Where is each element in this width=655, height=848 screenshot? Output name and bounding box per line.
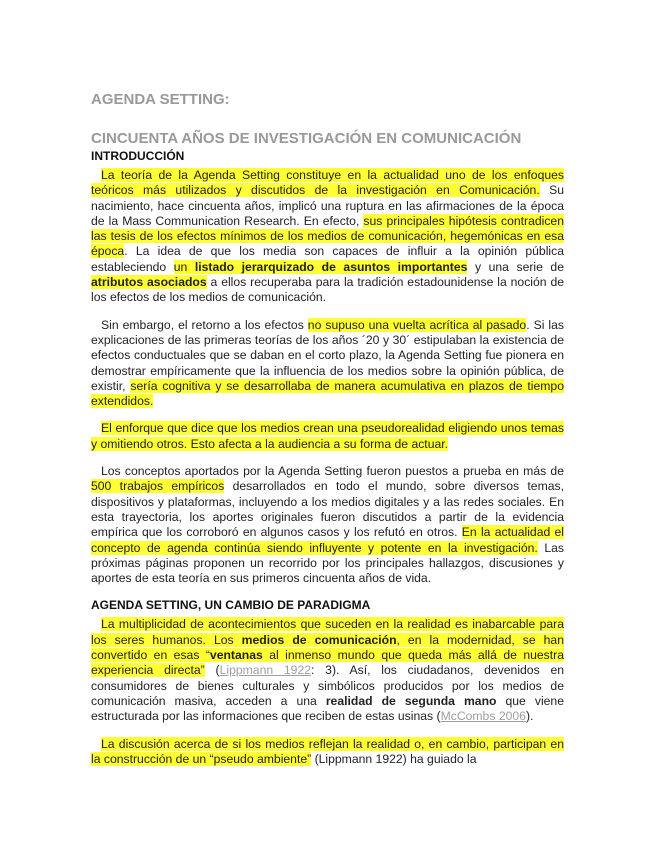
highlighted-text: El enforque que dice que los medios crean una pseudorealidad eligiendo unos temas y omitiendo otros. Esto afecta a la audiencia a su forma de actuar.	[91, 421, 564, 451]
document-page	[91, 90, 564, 779]
paragraph-1	[91, 168, 564, 306]
highlighted-text: 500 trabajos empíricos	[91, 479, 225, 494]
highlighted-text: sus principales hipótesis contradicen las tesis de los efectos mínimos de los medios de comunicación, hegemónicas en esa época	[91, 213, 564, 259]
highlighted-text: un	[173, 259, 195, 274]
paragraph-2	[91, 318, 564, 410]
paragraph-text: : 3). Así, los ciudadanos, devenidos en consumidores de bienes culturales y simbólicos producidos por los medios de comunicación masiva, acceden a una	[91, 663, 565, 708]
paragraph-text: ).	[525, 709, 534, 724]
paragraph-text: Las próximas páginas proponen un recorrido por los principales hallazgos, discusiones y aportes de esta teoría en sus primeros cincuenta años de vida.	[91, 540, 564, 586]
highlighted-text: sería cognitiva y se desarrollaba de manera acumulativa en plazos de tiempo extendidos.	[91, 378, 564, 409]
highlighted-text: , en la modernidad, se han convertido en esas “	[91, 632, 564, 663]
paragraph-4	[91, 464, 564, 586]
highlighted-text: La teoría de la Agenda Setting constituye en la actualidad uno de los enfoques teóricos más utilizados y discutidos de la investigación en Comunicación.	[91, 168, 564, 198]
document-subtitle: CINCUENTA AÑOS DE INVESTIGACIÓN EN COMUNICACIÓN	[91, 130, 522, 147]
paragraph-text: (Lippmann 1922) ha guiado la	[311, 751, 477, 766]
highlighted-text: al inmenso mundo que queda más allá de nuestra experiencia directa”	[91, 648, 564, 678]
paragraph-5	[91, 617, 564, 724]
highlighted-bold-text: listado jerarquizado de asuntos importantes	[194, 259, 468, 274]
paragraph-text: que viene estructurada por las informaciones que reciben de estas usinas (	[91, 693, 564, 724]
paragraph-6	[91, 737, 564, 768]
paragraph-text: desarrollados en todo el mundo, sobre diversos temas, dispositivos y plataformas, incluyendo a los medios digitales y a las redes sociales. En esta trayectoria, los aportes originales fueron discutidos a partir de la evidencia empírica que los corroboró en algunos casos y los refutó en otros.	[91, 479, 564, 540]
paragraph-text: a ellos recuperaba para la tradición estadounidense la noción de los efectos de los medios de comunicación.	[91, 275, 564, 305]
section-heading-introduccion: INTRODUCCIÓN	[91, 149, 185, 163]
paragraph-text: . Si las explicaciones de las primeras teorías de los años ´20 y 30´ estipulaban la existencia de efectos conductuales que se daban en el corto plazo, la Agenda Setting fue pionera en demostrar empíricamente que la influencia de los medios sobre la opinión pública, de existir,	[91, 317, 565, 393]
highlighted-bold-text: atributos asociados	[91, 275, 207, 290]
paragraph-text: Sin embargo, el retorno a los efectos	[101, 317, 308, 332]
highlighted-text: En la actualidad el concepto de agenda continúa siendo influyente y potente en la investigación.	[91, 525, 564, 555]
highlighted-bold-text: ventanas	[209, 648, 263, 663]
paragraph-text: Los conceptos aportados por la Agenda Setting fueron puestos a prueba en más de	[101, 464, 564, 479]
document-title: AGENDA SETTING:	[91, 91, 230, 108]
citation-link[interactable]: McCombs 2006	[440, 709, 526, 724]
highlighted-text: La multiplicidad de acontecimientos que suceden en la realidad es inabarcable para los seres humanos. Los	[91, 617, 564, 647]
highlighted-text: no supuso una vuelta acrítica al pasado	[307, 317, 527, 332]
paragraph-text: . La idea de que los media son capaces de influir a la opinión pública estableciendo	[91, 244, 564, 274]
bold-text: realidad de segunda mano	[325, 693, 497, 708]
paragraph-3	[91, 421, 564, 452]
citation-link[interactable]: Lippmann 1922	[219, 663, 312, 678]
paragraph-text: y una serie de	[467, 259, 564, 274]
section-heading-cambio-paradigma: AGENDA SETTING, UN CAMBIO DE PARADIGMA	[91, 598, 371, 613]
paragraph-text: Su nacimiento, hace cincuenta años, implicó una ruptura en las afirmaciones de la época de la Mass Communication Research. En efecto,	[91, 183, 564, 228]
paragraph-text: (	[204, 663, 220, 678]
highlighted-bold-text: medios de comunicación	[241, 632, 397, 647]
highlighted-text: La discusión acerca de si los medios reflejan la realidad o, en cambio, participan en la construcción de un “pseudo ambiente”	[91, 736, 564, 766]
